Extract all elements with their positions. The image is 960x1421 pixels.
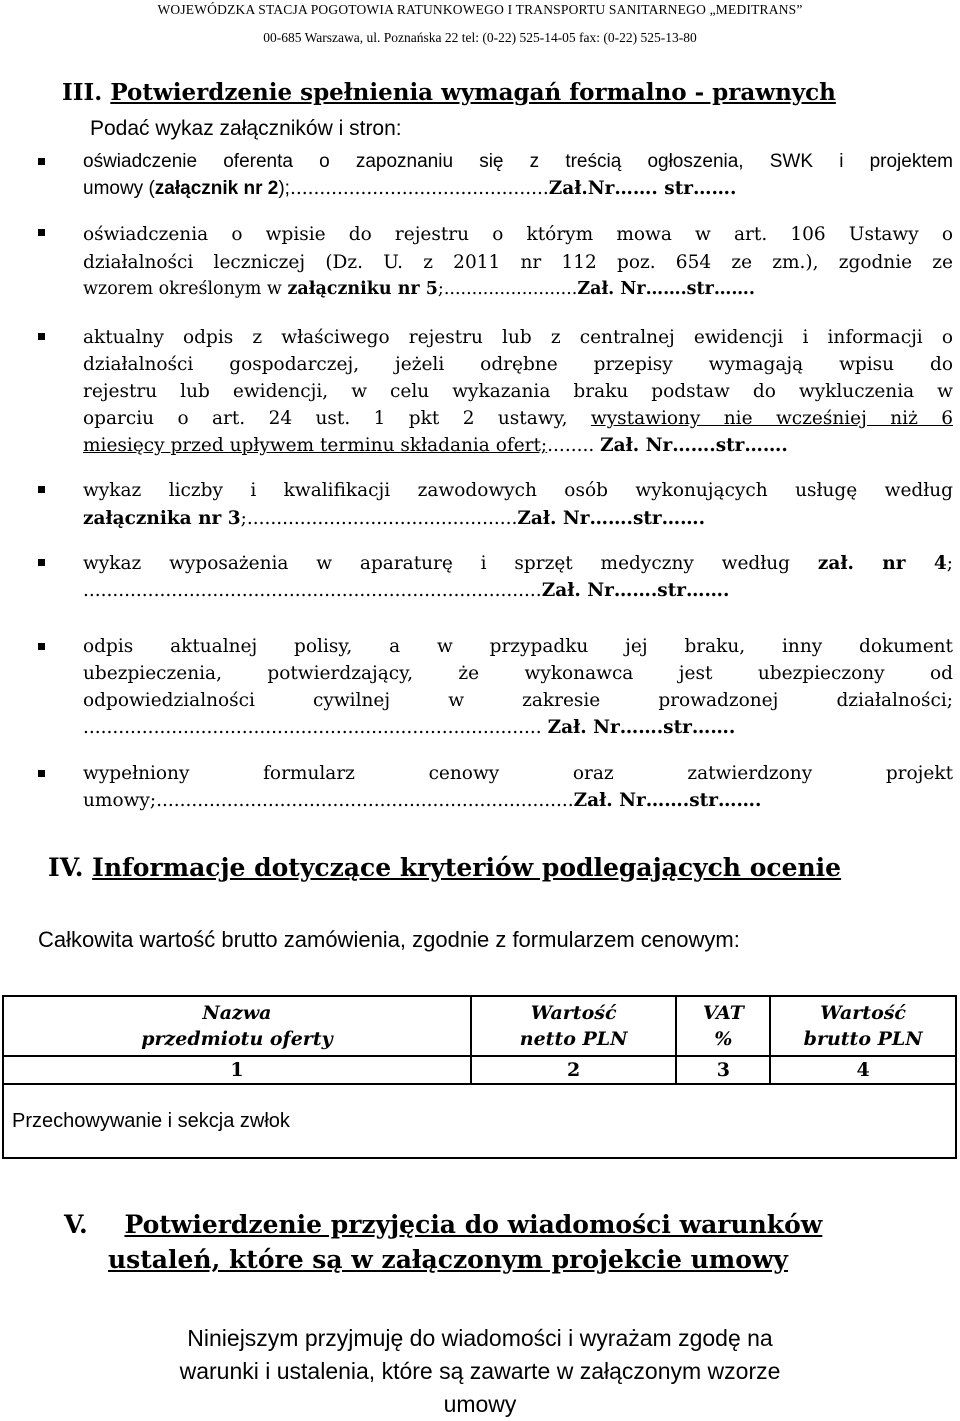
bullet-icon: [38, 333, 45, 340]
item-5-line-1: wykaz wyposażenia w aparaturę i sprzęt medyczny według zał. nr 4;: [83, 553, 953, 574]
section-3-intro: Podać wykaz załączników i stron:: [90, 117, 402, 140]
row-item-name: Przechowywanie i sekcja zwłok: [3, 1084, 956, 1158]
item-6-line-2: ubezpieczenia, potwierdzający, że wykonawca jest ubezpieczony od: [83, 663, 953, 684]
header-address: 00-685 Warszawa, ul. Poznańska 22 tel: (0-22) 525-14-05 fax: (0-22) 525-13-80: [263, 30, 697, 45]
col-number: 2: [471, 1056, 677, 1084]
bullet-icon: [38, 158, 45, 165]
section-5-title-line-2: ustaleń, które są w załączonym projekcie umowy: [108, 1245, 788, 1274]
closing-line-2: warunki i ustalenia, które są zawarte w załączonym wzorze: [179, 1358, 781, 1384]
bullet-icon: [38, 643, 45, 650]
section-5-title-line-1: Potwierdzenie przyjęcia do wiadomości warunków: [124, 1210, 823, 1239]
section-5-title-line-2-wrap: [108, 1245, 788, 1274]
col-number: 1: [3, 1056, 471, 1084]
section-3-number: III.: [62, 79, 103, 106]
bullet-icon: [38, 229, 45, 236]
item-1-line-2: umowy (załącznik nr 2);............................................Zał.Nr……. str…….: [83, 178, 737, 199]
section-4-heading: [48, 853, 841, 882]
item-2-line-3: wzorem określonym w załączniku nr 5;........................Zał. Nr…….str…….: [83, 279, 755, 299]
col-number: 3: [676, 1056, 770, 1084]
price-table: [2, 995, 957, 1159]
item-7-line-2: umowy;.......................................................................Zał. Nr…….str…….: [83, 790, 762, 811]
table-row: [3, 1084, 956, 1158]
closing-line-3: umowy: [443, 1391, 517, 1417]
section-3-title: Potwierdzenie spełnienia wymagań formalno - prawnych: [110, 79, 836, 106]
table-header-row: [3, 996, 956, 1056]
item-7-line-1: wypełniony formularz cenowy oraz zatwierdzony projekt: [83, 763, 953, 784]
closing-statement: [130, 1322, 830, 1421]
item-3-line-5: miesięcy przed upływem terminu składania ofert;........ Zał. Nr…….str…….: [83, 435, 788, 456]
table-number-row: [3, 1056, 956, 1084]
item-3-line-2: działalności gospodarczej, jeżeli odrębne przepisy wymagają wpisu do: [83, 354, 953, 375]
item-6-line-1: odpis aktualnej polisy, a w przypadku jej braku, inny dokument: [83, 636, 953, 657]
item-3-line-1: aktualny odpis z właściwego rejestru lub z centralnej ewidencji i informacji o: [83, 327, 953, 348]
col-header-gross: Wartość brutto PLN: [770, 996, 956, 1056]
item-5-line-2: ..............................................................................Zał. Nr…….str…….: [83, 580, 730, 601]
item-3-line-3: rejestru lub ewidencji, w celu wykazania braku podstaw do wykluczenia w: [83, 381, 953, 402]
col-header-net: Wartość netto PLN: [471, 996, 677, 1056]
section-5-number: V.: [64, 1210, 88, 1239]
item-2-line-2: działalności leczniczej (Dz. U. z 2011 nr 112 poz. 654 ze zm.), zgodnie ze: [83, 252, 953, 273]
col-number: 4: [770, 1056, 956, 1084]
bullet-icon: [38, 770, 45, 777]
item-4-line-1: wykaz liczby i kwalifikacji zawodowych osób wykonujących usługę według: [83, 480, 953, 501]
section-4-number: IV.: [48, 853, 84, 882]
item-1-line-1: oświadczenie oferenta o zapoznaniu się z treścią ogłoszenia, SWK i projektem: [83, 151, 953, 172]
header-institution: WOJEWÓDZKA STACJA POGOTOWIA RATUNKOWEGO I TRANSPORTU SANITARNEGO „MEDITRANS”: [157, 2, 803, 17]
bullet-icon: [38, 559, 45, 566]
item-3-line-4: oparciu o art. 24 ust. 1 pkt 2 ustawy, wystawiony nie wcześniej niż 6: [83, 408, 953, 429]
item-6-line-3: odpowiedzialności cywilnej w zakresie prowadzonej działalności;: [83, 690, 953, 711]
section-3-heading: [62, 79, 836, 106]
section-5-heading: [64, 1210, 822, 1239]
section-4-subtitle: Całkowita wartość brutto zamówienia, zgodnie z formularzem cenowym:: [38, 927, 740, 952]
item-2-line-1: oświadczenia o wpisie do rejestru o którym mowa w art. 106 Ustawy o: [83, 224, 953, 245]
col-header-name: Nazwa przedmiotu oferty: [3, 996, 471, 1056]
section-4-title: Informacje dotyczące kryteriów podlegających ocenie: [92, 853, 842, 882]
bullet-icon: [38, 486, 45, 493]
item-6-line-4: .............................................................................. Zał. Nr…….str…….: [83, 717, 736, 738]
col-header-vat: VAT %: [676, 996, 770, 1056]
item-4-line-2: załącznika nr 3;..............................................Zał. Nr…….str…….: [83, 508, 706, 529]
closing-line-1: Niniejszym przyjmuję do wiadomości i wyrażam zgodę na: [187, 1325, 773, 1351]
